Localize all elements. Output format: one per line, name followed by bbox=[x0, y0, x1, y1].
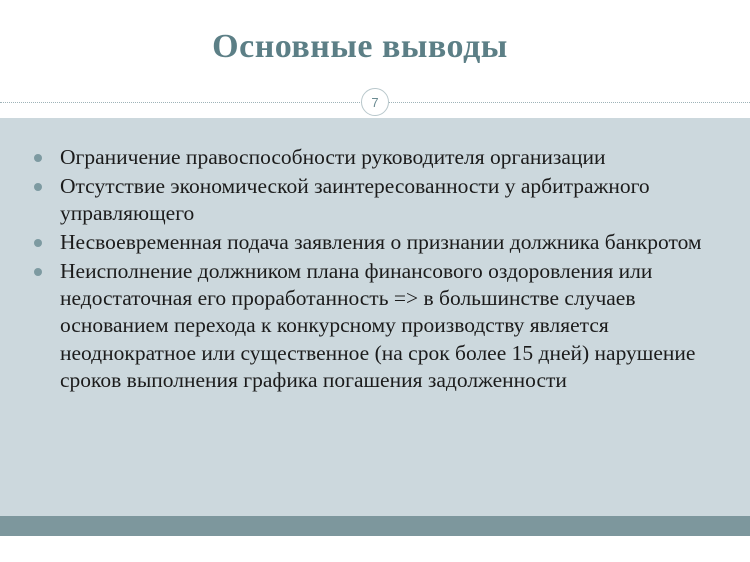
page-number-badge: 7 bbox=[361, 88, 389, 116]
footer-white-bar bbox=[0, 536, 750, 562]
list-item-text: Отсутствие экономической заинтересованности у арбитражного управляющего bbox=[60, 174, 650, 226]
list-item-text: Ограничение правоспособности руководителя организации bbox=[60, 145, 606, 169]
page-title: Основные выводы bbox=[212, 28, 508, 65]
bullet-list bbox=[0, 118, 750, 394]
bullet-dot-icon bbox=[34, 268, 42, 276]
title-divider bbox=[0, 88, 750, 118]
slide-title-area bbox=[0, 0, 750, 88]
list-item-text: Неисполнение должником плана финансового оздоровления или недостаточная его проработанность => в большинстве случаев основанием перехода к конкурсному производству является неоднократное или существенное (на срок более 15 дней) нарушение сроков выполнения графика погашения задолженности bbox=[60, 259, 696, 392]
bullet-dot-icon bbox=[34, 154, 42, 162]
list-item bbox=[26, 229, 722, 256]
slide-body-panel bbox=[0, 118, 750, 516]
footer-accent-bar bbox=[0, 516, 750, 536]
bullet-dot-icon bbox=[34, 183, 42, 191]
list-item bbox=[26, 173, 722, 227]
bullet-dot-icon bbox=[34, 239, 42, 247]
list-item bbox=[26, 258, 722, 393]
list-item-text: Несвоевременная подача заявления о признании должника банкротом bbox=[60, 230, 702, 255]
list-item bbox=[26, 144, 722, 171]
